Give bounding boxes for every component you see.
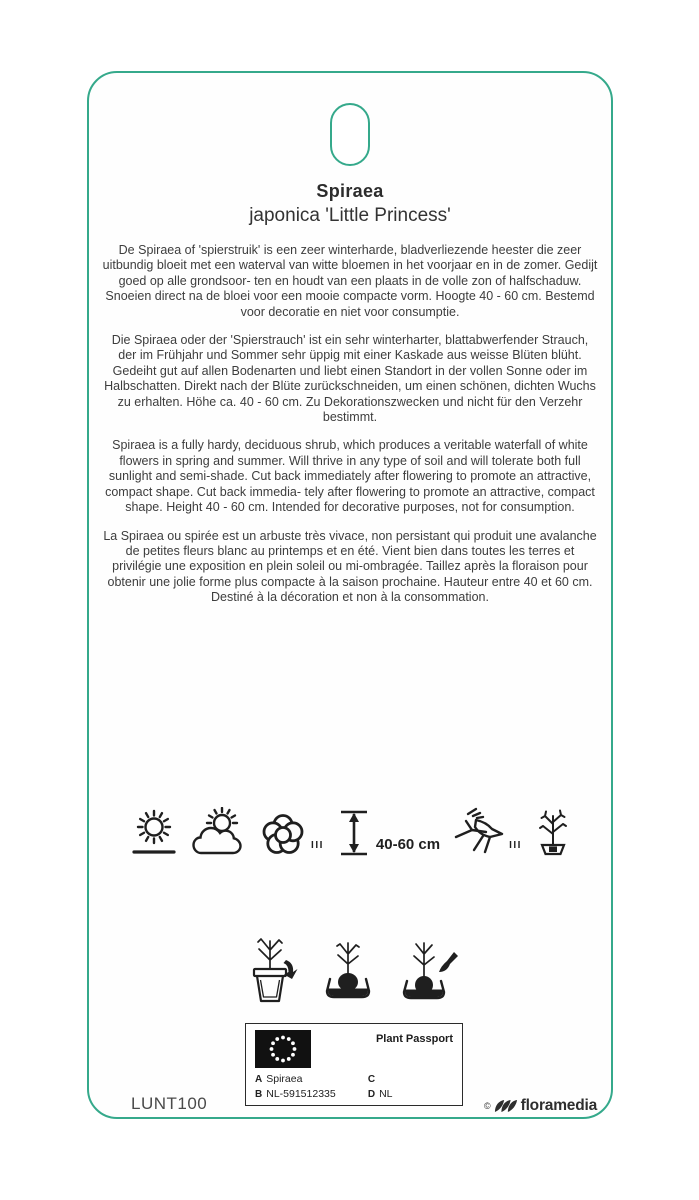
passport-fields	[255, 1073, 453, 1100]
place-root-ball-icon	[317, 929, 379, 1015]
hang-hole	[330, 103, 370, 166]
brand-name: floramedia	[520, 1097, 597, 1114]
remove-from-pot-icon	[239, 929, 301, 1015]
planting-icon	[535, 807, 571, 859]
leaves-logo-icon	[494, 1098, 518, 1114]
eu-flag-icon	[255, 1030, 311, 1068]
semi-shade-icon	[192, 807, 246, 859]
flowering-months: III	[311, 840, 324, 851]
planting-steps-row	[89, 929, 611, 1015]
plant-name: Spiraea	[316, 181, 384, 201]
brand-lockup	[484, 1097, 597, 1115]
passport-field-a: A Spiraea	[255, 1073, 303, 1085]
plant-passport-box	[245, 1023, 463, 1106]
copyright-symbol: ©	[483, 1101, 491, 1111]
flowering-item	[259, 809, 324, 859]
product-code: LUNT100	[131, 1094, 208, 1113]
full-sun-icon	[129, 807, 179, 859]
pruning-item	[453, 805, 522, 859]
height-value: 40-60 cm	[375, 836, 441, 853]
height-item	[337, 807, 440, 859]
care-icons-row	[89, 805, 611, 859]
description-dutch: De Spiraea of 'spierstruik' is een zeer winterharde, bladverliezende heester die zeer uitbundig bloeit met een waterval van witte bloemen in het voorjaar en in de zomer. Gedijt goed op alle grondsoor- ten en houdt van een plaats in de volle zon of halfschaduw. Snoeien direct na de bloei voor een mooie compacte vorm. Hoogte 40 - 60 cm. Bestemd voor decoratie en niet voor consumptie.	[102, 243, 598, 319]
description-german: Die Spiraea oder der 'Spierstrauch' ist ein sehr winterharter, blattabwerfender Strauch, der im Frühjahr und Sommer sehr üppig mit einer Kaskade aus weisse Blüten blüht. Gedeiht gut auf allen Bodenarten und liebt einen Standort in der vollen Sonne oder im Halbschatten. Direkt nach der Blüte zurückschneiden, um einen schönen, dichten Wuchs zu erhalten. Höhe ca. 40 - 60 cm. Zu Dekorationszwecken und nicht für den Verzehr bestimmt.	[104, 333, 596, 425]
height-arrow-icon	[337, 807, 371, 859]
descriptions	[101, 243, 599, 619]
semi-shade-item	[192, 807, 246, 859]
plant-cultivar: japonica 'Little Princess'	[249, 205, 451, 226]
title-block	[89, 181, 611, 227]
flower-icon	[259, 809, 307, 859]
passport-field-b: B NL-591512335	[255, 1088, 336, 1100]
full-sun-item	[129, 807, 179, 859]
pruning-months: III	[509, 840, 522, 851]
passport-field-c: C	[367, 1074, 376, 1085]
passport-field-d: D NL	[367, 1088, 393, 1100]
description-english: Spiraea is a fully hardy, deciduous shrub, which produces a veritable waterfall of white flowers in spring and summer. Will thrive in any type of soil and will tolerate both full sunlight and semi-shade. Cut back immediately after flowering to promote an attractive, compact shape. Cut back immedia- tely after flowering to promote an attractive, compact shape. Height 40 - 60 cm. Intended for decorative purposes, not for consumption.	[105, 438, 595, 515]
secateurs-icon	[453, 805, 505, 859]
fill-with-trowel-icon	[395, 929, 461, 1015]
label-card	[87, 71, 613, 1119]
plant-passport-title: Plant Passport	[375, 1033, 453, 1045]
planting-item	[535, 807, 571, 859]
description-french: La Spiraea ou spirée est un arbuste très vivace, non persistant qui produit une avalanche de petites fleurs blanc au printemps et en été. Vient bien dans toutes les terres et privilégie une exposition en plein soleil ou mi-ombragée. Taillez après la floraison pour obtenir une jolie forme plus compacte à la saison prochaine. Hauteur entre 40 et 60 cm. Destiné à la décoration et non à la consommation.	[103, 528, 597, 605]
